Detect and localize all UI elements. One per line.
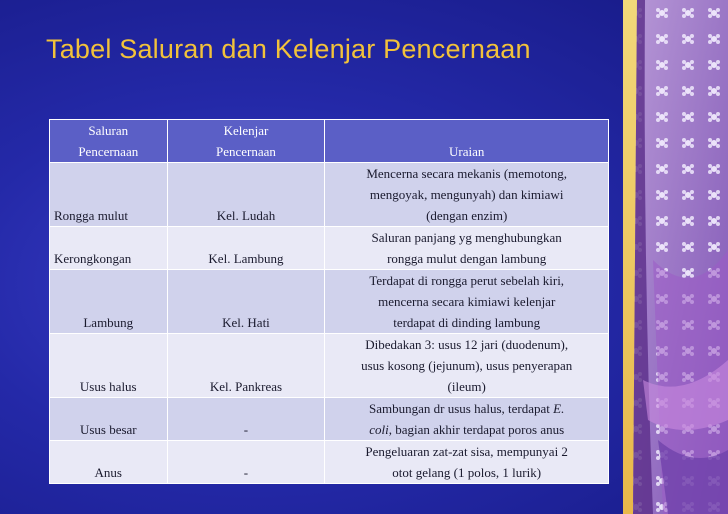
- cell-saluran: Rongga mulut: [50, 163, 168, 227]
- cell-uraian: [325, 270, 609, 334]
- cell-kelenjar: -: [167, 441, 325, 484]
- header-uraian: [325, 120, 609, 163]
- table-row: [50, 227, 609, 270]
- table-row: [50, 163, 609, 227]
- slide-title: Tabel Saluran dan Kelenjar Pencernaan: [46, 34, 531, 64]
- uraian-italic: coli: [369, 422, 389, 437]
- uraian-line: mengoyak, mengunyah) dan kimiawi: [369, 187, 564, 202]
- uraian-italic: E.: [553, 401, 565, 416]
- uraian-line: (dengan enzim): [426, 208, 508, 223]
- cell-kelenjar: Kel. Lambung: [167, 227, 325, 270]
- header-saluran: [50, 120, 168, 163]
- cell-saluran: Usus besar: [50, 398, 168, 441]
- uraian-line: Sambungan dr usus halus, terdapat: [369, 401, 554, 416]
- uraian-line: rongga mulut dengan lambung: [387, 251, 547, 266]
- cell-uraian: [325, 398, 609, 441]
- uraian-line: Mencerna secara mekanis (memotong,: [366, 166, 568, 181]
- cell-saluran: Usus halus: [50, 334, 168, 398]
- uraian-line: Terdapat di rongga perut sebelah kiri,: [369, 273, 565, 288]
- table-header-row: [50, 120, 609, 163]
- cell-kelenjar: Kel. Hati: [167, 270, 325, 334]
- cell-kelenjar: Kel. Ludah: [167, 163, 325, 227]
- digestion-table-container: [49, 119, 609, 484]
- cell-uraian: [325, 163, 609, 227]
- header-kelenjar-line1: Kelenjar: [223, 123, 269, 138]
- cell-uraian: [325, 227, 609, 270]
- header-saluran-line1: Saluran: [88, 123, 129, 138]
- uraian-line: (ileum): [447, 379, 486, 394]
- cell-saluran: Kerongkongan: [50, 227, 168, 270]
- floral-ribbon-decoration: [623, 0, 728, 514]
- uraian-line: terdapat di dinding lambung: [393, 315, 541, 330]
- uraian-line: Saluran panjang yg menghubungkan: [371, 230, 562, 245]
- cell-uraian: [325, 441, 609, 484]
- cell-saluran: Anus: [50, 441, 168, 484]
- uraian-line: mencerna secara kimiawi kelenjar: [378, 294, 556, 309]
- uraian-line: usus kosong (jejunum), usus penyerapan: [361, 358, 573, 373]
- table-row: [50, 270, 609, 334]
- table-row: [50, 334, 609, 398]
- header-uraian-label: Uraian: [449, 144, 485, 159]
- header-kelenjar-line2: Pencernaan: [216, 144, 276, 159]
- uraian-line: Dibedakan 3: usus 12 jari (duodenum),: [365, 337, 569, 352]
- cell-saluran: Lambung: [50, 270, 168, 334]
- uraian-line: , bagian akhir terdapat poros anus: [388, 422, 565, 437]
- header-saluran-line2: Pencernaan: [78, 144, 139, 159]
- header-kelenjar: [167, 120, 325, 163]
- cell-kelenjar: -: [167, 398, 325, 441]
- uraian-line: otot gelang (1 polos, 1 lurik): [392, 465, 542, 480]
- digestion-table: [49, 119, 609, 484]
- table-row: [50, 441, 609, 484]
- cell-kelenjar: Kel. Pankreas: [167, 334, 325, 398]
- uraian-line: Pengeluaran zat-zat sisa, mempunyai 2: [365, 444, 568, 459]
- table-row: [50, 398, 609, 441]
- cell-uraian: [325, 334, 609, 398]
